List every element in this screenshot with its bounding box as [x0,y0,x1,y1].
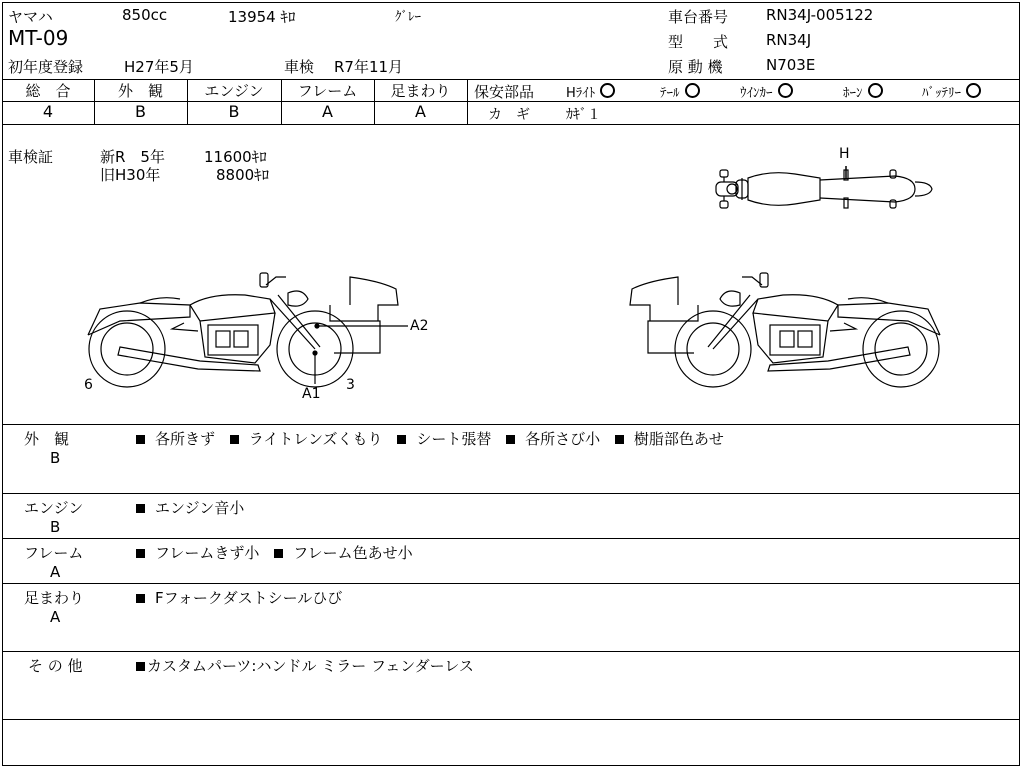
remark-grade-exterior: B [50,449,61,467]
key-value: ｶｷﾞ１ [566,107,601,123]
grade-value-exterior: B [135,102,146,121]
inspection-label: 車検 [284,58,315,76]
label-top-h: H [839,146,850,162]
ok-circle-icon [868,83,883,98]
divider [468,101,1020,102]
grade-label-exterior: 外 観 [117,82,163,100]
ok-circle-icon [966,83,981,98]
bullet-icon [136,435,145,444]
ok-circle-icon [600,83,615,98]
remark-label-exterior: 外 観 [24,430,70,448]
safety-item-battery: ﾊﾞｯﾃﾘｰ [922,82,981,101]
safety-item-tail: ﾃｰﾙ [660,82,700,101]
damage-marker-lines [300,318,412,388]
remark-label-other: そ の 他 [28,657,83,675]
grade-value-engine: B [228,102,240,121]
divider [2,424,1020,425]
remark-label-frame: フレーム [24,544,84,562]
divider [2,538,1020,539]
bullet-icon [136,549,145,558]
cert-new-value: 11600ｷﾛ [204,148,267,166]
color: ｸﾞﾚｰ [395,10,421,25]
remark-label-engine: エンジン [24,499,84,517]
safety-item-winker: ｳｲﾝｶｰ [740,82,793,101]
bullet-icon [136,662,145,671]
bullet-icon [230,435,239,444]
remark-grade-frame: A [50,563,61,581]
frame-no-label: 車台番号 [668,8,729,26]
first-reg-label: 初年度登録 [8,58,84,76]
motorcycle-top-view-icon [700,160,950,220]
grade-value-overall: 4 [42,102,54,121]
model-name: MT-09 [8,26,69,50]
bullet-icon [136,594,145,603]
safety-label: 保安部品 [474,83,535,101]
frame-no: RN34J-005122 [766,6,874,24]
remark-items-engine: エンジン音小 [136,497,254,518]
remark-items-exterior: 各所きず ライトレンズくもり シート張替 各所さび小 樹脂部色あせ [136,428,734,449]
motorcycle-right-side-icon [618,265,948,390]
displacement: 850cc [122,6,168,24]
label-a1: A1 [302,386,321,402]
ok-circle-icon [685,83,700,98]
divider [467,79,468,124]
divider [2,651,1020,652]
type-label: 型 式 [668,33,729,51]
remark-items-suspension: Fフォークダストシールひび [136,587,352,608]
divider [2,719,1020,720]
grade-label-suspension: 足まわり [390,82,451,100]
key-label: カ ギ [488,107,530,123]
bullet-icon [615,435,624,444]
cert-old-label: 旧H30年 [100,166,161,184]
divider [2,493,1020,494]
remark-items-other: カスタムパーツ:ハンドル ミラー フェンダーレス [136,655,484,676]
ok-circle-icon [778,83,793,98]
grade-label-frame: フレーム [297,82,358,100]
safety-item-horn: ﾎｰﾝ [843,82,883,101]
mileage: 13954 ｷﾛ [228,8,296,26]
grade-value-frame: A [322,102,333,121]
type-value: RN34J [766,31,812,49]
grade-label-overall: 総 合 [25,82,71,100]
engine-label: 原 動 機 [668,58,723,76]
cert-label: 車検証 [8,148,54,166]
remark-items-frame: フレームきず小 フレーム色あせ小 [136,542,423,563]
engine-value: N703E [766,56,816,74]
bullet-icon [397,435,406,444]
divider [2,583,1020,584]
divider [2,124,1020,125]
safety-item-headlight: Hﾗｲﾄ [566,82,615,101]
maker: ヤマハ [8,8,53,26]
remark-label-suspension: 足まわり [24,589,85,607]
remark-grade-suspension: A [50,608,61,626]
first-reg-value: H27年5月 [124,58,194,76]
label-6: 6 [84,377,93,393]
bullet-icon [274,549,283,558]
grade-value-suspension: A [415,102,426,121]
label-3: 3 [346,377,355,393]
remark-grade-engine: B [50,518,61,536]
cert-new-label: 新R 5年 [100,148,165,166]
bullet-icon [136,504,145,513]
inspection-value: R7年11月 [334,58,404,76]
cert-old-value: 8800ｷﾛ [216,166,270,184]
grade-label-engine: エンジン [204,82,264,100]
bullet-icon [506,435,515,444]
label-a2: A2 [410,318,429,334]
